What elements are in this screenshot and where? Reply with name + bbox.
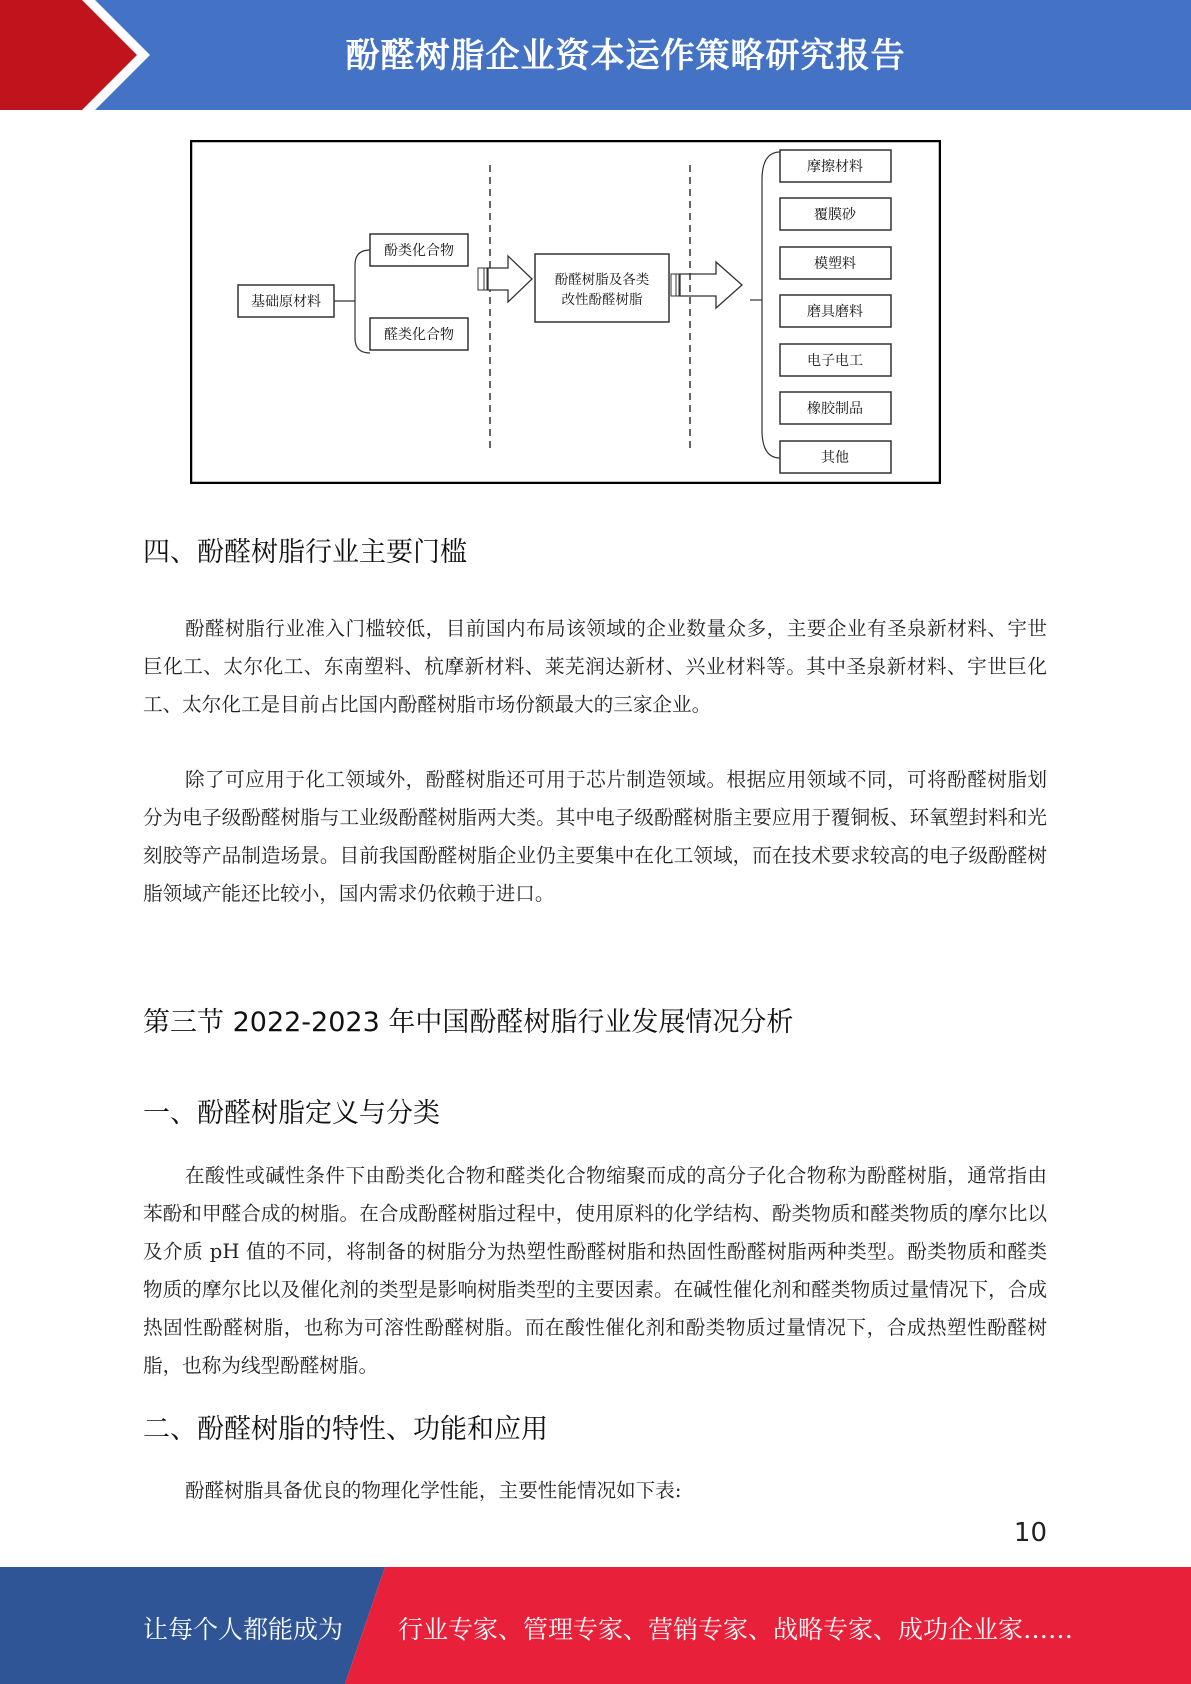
paragraph-barriers-2: 除了可应用于化工领域外，酚醛树脂还可用于芯片制造领域。根据应用领域不同，可将酚醛树脂划分为电子级酚醛树脂与工业级酚醛树脂两大类。其中电子级酚醛树脂主要应用于覆铜板、环氧塑封料和光刻胶等产品制造场景。目前我国酚醛树脂企业仍主要集中在化工领域，而在技术要求较高的电子级酚醛树脂领域产能还比较小，国内需求仍依赖于进口。 <box>143 768 1047 905</box>
diagram-label-app-1: 摩擦材料 <box>807 159 863 175</box>
diagram-label-raw-material: 基础原材料 <box>251 294 321 310</box>
diagram-label-product-line1: 酚醛树脂及各类 <box>554 272 650 288</box>
diagram-label-phenol: 酚类化合物 <box>384 243 454 259</box>
diagram-label-app-7: 其他 <box>821 450 849 466</box>
diagram-label-app-6: 橡胶制品 <box>807 401 863 417</box>
diagram-box-product <box>535 254 669 322</box>
paragraph-barriers-1: 酚醛树脂行业准入门槛较低，目前国内布局该领域的企业数量众多，主要企业有圣泉新材料、宇世巨化工、太尔化工、东南塑料、杭摩新材料、莱芜润达新材、兴业材料等。其中圣泉新材料、宇世巨化工、太尔化工是目前占比国内酚醛树脂市场份额最大的三家企业。 <box>143 617 1047 716</box>
page-header <box>0 0 1191 110</box>
document-title: 酚醛树脂企业资本运作策略研究报告 <box>345 36 906 76</box>
diagram-label-app-2: 覆膜砂 <box>814 207 856 223</box>
footer-slogan-left: 让每个人都能成为 <box>143 1615 344 1644</box>
chapter-section-heading: 第三节 2022-2023 年中国酚醛树脂行业发展情况分析 <box>143 1007 794 1038</box>
footer-slogan-right: 行业专家、管理专家、营销专家、战略专家、成功企业家…… <box>398 1615 1074 1644</box>
industry-chain-diagram <box>190 140 941 484</box>
diagram-label-app-3: 模塑料 <box>814 256 856 272</box>
diagram-label-product-line2: 改性酚醛树脂 <box>561 292 643 308</box>
page-number: 10 <box>1013 1518 1047 1548</box>
section-heading-properties: 二、酚醛树脂的特性、功能和应用 <box>143 1414 548 1445</box>
paragraph-definition: 在酸性或碱性条件下由酚类化合物和醛类化合物缩聚而成的高分子化合物称为酚醛树脂，通常指由苯酚和甲醛合成的树脂。在合成酚醛树脂过程中，使用原料的化学结构、酚类物质和醛类物质的摩尔比以及介质 pH 值的不同，将制备的树脂分为热塑性酚醛树脂和热固性酚醛树脂两种类型。酚类物质和醛类物质的摩尔比以及催化剂的类型是影响树脂类型的主要因素。在碱性催化剂和醛类物质过量情况下，合成热固性酚醛树脂，也称为可溶性酚醛树脂。而在酸性催化剂和酚类物质过量情况下，合成热塑性酚醛树脂，也称为线型酚醛树脂。 <box>143 1164 1047 1377</box>
diagram-label-aldehyde: 醛类化合物 <box>384 327 454 343</box>
diagram-label-app-5: 电子电工 <box>807 353 863 369</box>
diagram-label-app-4: 磨具磨料 <box>807 304 863 320</box>
paragraph-properties: 酚醛树脂具备优良的物理化学性能，主要性能情况如下表: <box>185 1479 682 1502</box>
section-heading-definition: 一、酚醛树脂定义与分类 <box>143 1098 440 1129</box>
section-heading-barriers: 四、酚醛树脂行业主要门槛 <box>143 537 467 568</box>
